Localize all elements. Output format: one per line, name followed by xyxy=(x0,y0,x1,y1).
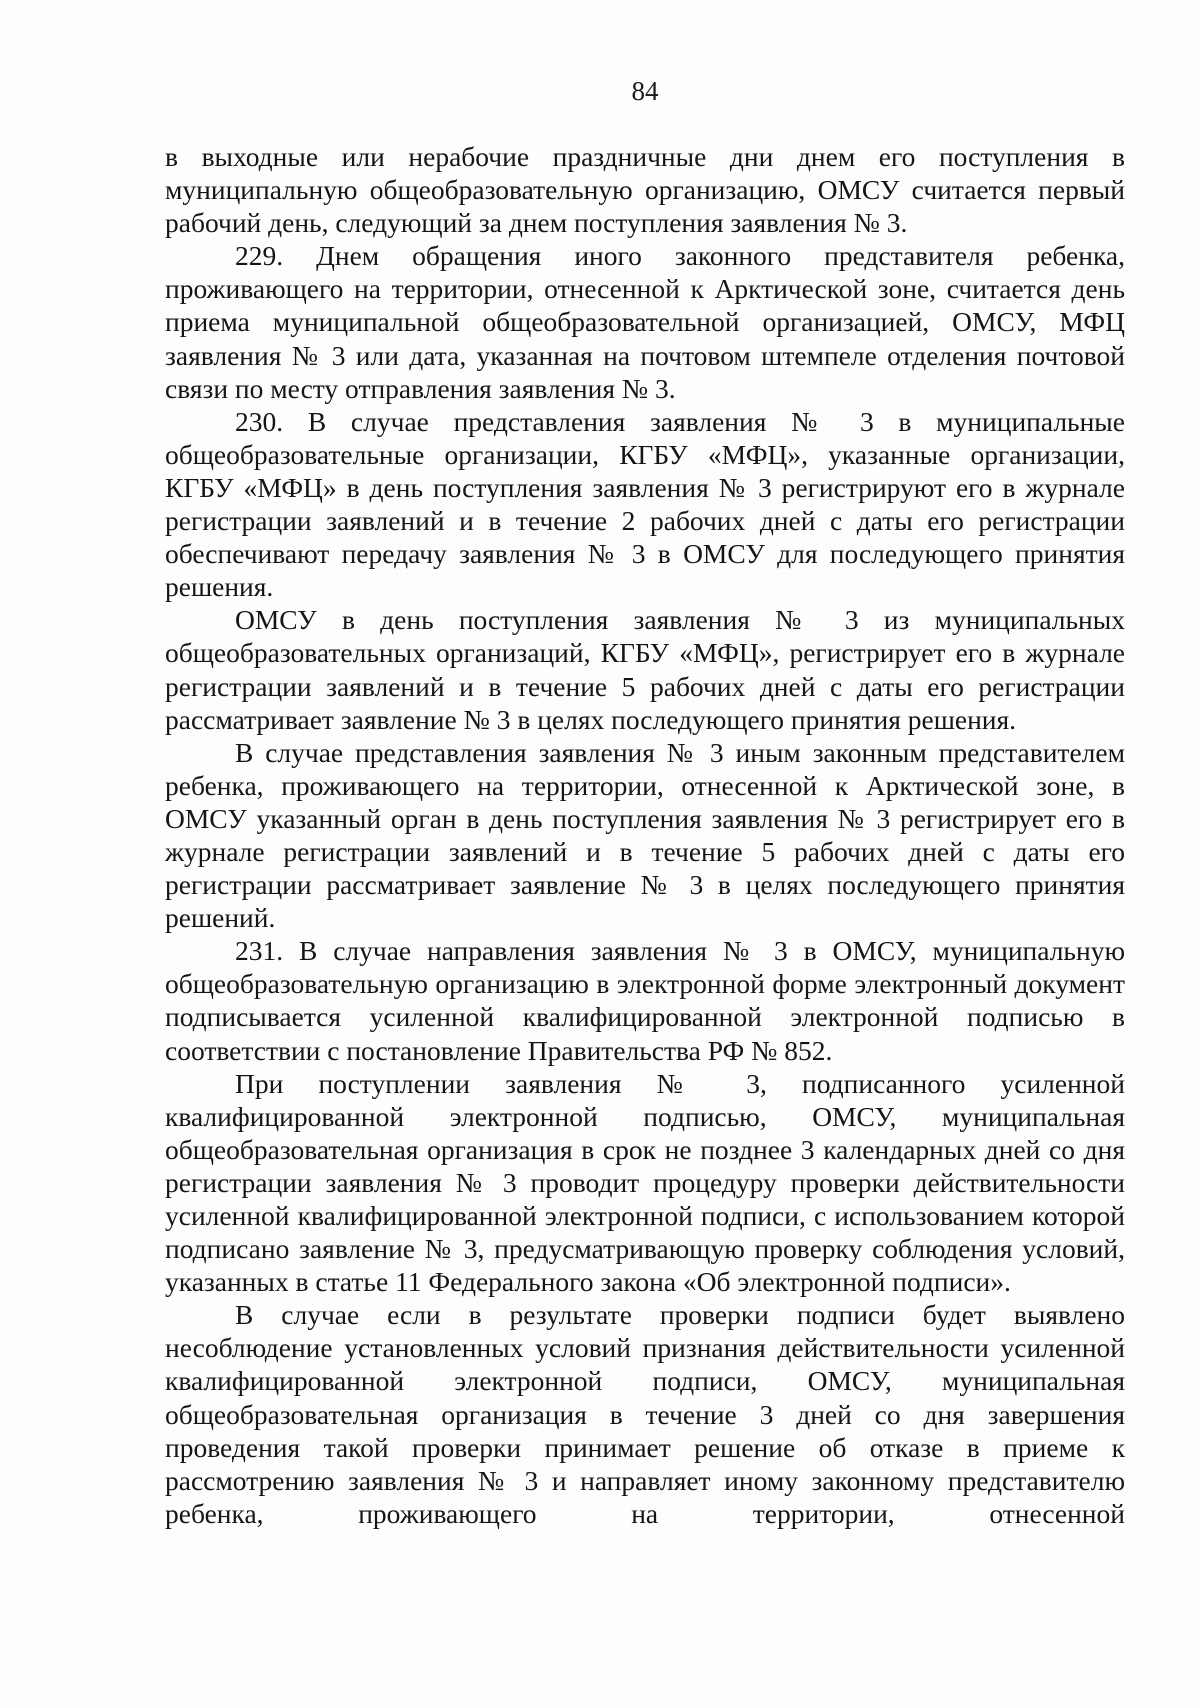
paragraph-signature-invalid: В случае если в результате проверки подписи будет выявлено несоблюдение установленных условий признания действительности усиленной квалифицированной электронной подписи, ОМСУ, муниципальная общеобразовательная организация в течение 3 дней со дня завершения проведения такой проверки принимает решение об отказе в приеме к рассмотрению заявления № 3 и направляет иному законному представителю ребенка, проживающего на территории, отнесенной xyxy=(165,1299,1125,1529)
paragraph-omsu-registration: ОМСУ в день поступления заявления № 3 из муниципальных общеобразовательных организаций, КГБУ «МФЦ», регистрирует его в журнале регистрации заявлений и в течение 5 рабочих дней с даты его регистрации рассматривает заявление № 3 в целях последующего принятия решения. xyxy=(165,604,1125,735)
paragraph-230: 230. В случае представления заявления № 3 в муниципальные общеобразовательные организации, КГБУ «МФЦ», указанные организации, КГБУ «МФЦ» в день поступления заявления № 3 регистрируют его в журнале регистрации заявлений и в течение 2 рабочих дней с даты его регистрации обеспечивают передачу заявления № 3 в ОМСУ для последующего принятия решения. xyxy=(165,405,1125,603)
paragraph-1: в выходные или нерабочие праздничные дни днем его поступления в муниципальную общеобразовательную организацию, ОМСУ считается первый рабочий день, следующий за днем поступления заявления № 3. xyxy=(165,141,1125,239)
paragraph-229: 229. Днем обращения иного законного представителя ребенка, проживающего на территории, отнесенной к Арктической зоне, считается день приема муниципальной общеобразовательной организацией, ОМСУ, МФЦ заявления № 3 или дата, указанная на почтовом штемпеле отделения почтовой связи по месту отправления заявления № 3. xyxy=(165,240,1125,404)
paragraph-other-representative: В случае представления заявления № 3 иным законным представителем ребенка, проживающего на территории, отнесенной к Арктической зоне, в ОМСУ указанный орган в день поступления заявления № 3 регистрирует его в журнале регистрации заявлений и в течение 5 рабочих дней с даты его регистрации рассматривает заявление № 3 в целях последующего принятия решений. xyxy=(165,736,1125,934)
paragraph-signature-check: При поступлении заявления № 3, подписанного усиленной квалифицированной электронной подписью, ОМСУ, муниципальная общеобразовательная организация в срок не позднее 3 календарных дней со дня регистрации заявления № 3 проводит процедуру проверки действительности усиленной квалифицированной электронной подписи, с использованием которой подписано заявление № 3, предусматривающую проверку соблюдения условий, указанных в статье 11 Федерального закона «Об электронной подписи». xyxy=(165,1067,1125,1298)
paragraph-231: 231. В случае направления заявления № 3 в ОМСУ, муниципальную общеобразовательную организацию в электронной форме электронный документ подписывается усиленной квалифицированной электронной подписью в соответствии с постановление Правительства РФ № 852. xyxy=(165,935,1125,1066)
page-number: 84 xyxy=(631,76,659,106)
document-body xyxy=(165,140,1125,1530)
